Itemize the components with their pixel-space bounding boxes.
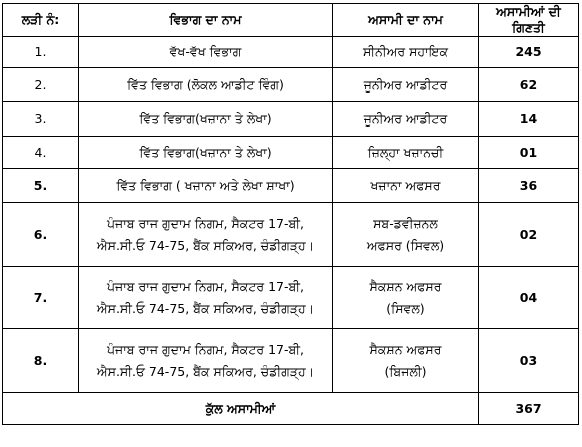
table-row: [3, 37, 579, 68]
serial-cell: 8.: [3, 329, 79, 393]
count-cell: 04: [479, 267, 579, 329]
total-row: [3, 393, 579, 425]
post-line-1: ਸੈਕਸ਼ਨ ਅਫਸਰ: [369, 341, 442, 357]
department-cell: ਵਿੱਤ ਵਿਭਾਗ (ਲੋਕਲ ਆਡੀਟ ਵਿੰਗ): [79, 68, 333, 102]
count-cell: 245: [479, 37, 579, 68]
department-line-1: ਪੰਜਾਬ ਰਾਜ ਗੁਦਾਮ ਨਿਗਮ, ਸੈਕਟਰ 17-ਬੀ,: [106, 278, 305, 294]
post-cell: [333, 329, 479, 393]
post-line-2: ਅਫਸਰ (ਸਿਵਲ): [366, 237, 445, 253]
post-cell: ਜੂਨੀਅਰ ਆਡੀਟਰ: [333, 102, 479, 137]
serial-cell: 7.: [3, 267, 79, 329]
header-row: [3, 4, 579, 37]
header-count: ਅਸਾਮੀਆਂ ਦੀ ਗਿਣਤੀ: [479, 4, 579, 37]
count-cell: 02: [479, 203, 579, 267]
department-line-2: ਐਸ.ਸੀ.ਓ 74-75, ਬੈਂਕ ਸਕਿਅਰ, ਚੰਡੀਗੜ੍ਹ।: [96, 363, 315, 379]
department-cell: ਵੱਖ-ਵੱਖ ਵਿਭਾਗ: [79, 37, 333, 68]
serial-cell: 5.: [3, 169, 79, 203]
count-cell: 36: [479, 169, 579, 203]
department-line-2: ਐਸ.ਸੀ.ਓ 74-75, ਬੈਂਕ ਸਕਿਅਰ, ਚੰਡੀਗੜ੍ਹ।: [96, 300, 315, 316]
total-label: ਕੁੱਲ ਅਸਾਮੀਆਂ: [3, 393, 479, 425]
serial-cell: 4.: [3, 137, 79, 169]
post-cell: [333, 267, 479, 329]
post-line-1: ਸੈਕਸ਼ਨ ਅਫਸਰ: [369, 278, 442, 294]
serial-cell: 3.: [3, 102, 79, 137]
count-cell: 14: [479, 102, 579, 137]
department-line-1: ਪੰਜਾਬ ਰਾਜ ਗੁਦਾਮ ਨਿਗਮ, ਸੈਕਟਰ 17-ਬੀ,: [106, 215, 305, 231]
department-cell: ਵਿੱਤ ਵਿਭਾਗ(ਖਜ਼ਾਨਾ ਤੇ ਲੇਖਾ): [79, 137, 333, 169]
department-cell: [79, 329, 333, 393]
post-line-2: (ਬਿਜਲੀ): [384, 363, 427, 379]
serial-cell: 1.: [3, 37, 79, 68]
department-line-2: ਐਸ.ਸੀ.ਓ 74-75, ਬੈਂਕ ਸਕਿਅਰ, ਚੰਡੀਗੜ੍ਹ।: [96, 237, 315, 253]
department-cell: ਵਿੱਤ ਵਿਭਾਗ ( ਖਜ਼ਾਨਾ ਅਤੇ ਲੇਖਾ ਸ਼ਾਖਾ): [79, 169, 333, 203]
post-cell: ਸੀਨੀਅਰ ਸਹਾਇਕ: [333, 37, 479, 68]
table-row: [3, 267, 579, 329]
header-serial: ਲੜੀ ਨੰ:: [3, 4, 79, 37]
department-cell: ਵਿੱਤ ਵਿਭਾਗ(ਖਜ਼ਾਨਾ ਤੇ ਲੇਖਾ): [79, 102, 333, 137]
post-cell: [333, 203, 479, 267]
header-post: ਅਸਾਮੀ ਦਾ ਨਾਮ: [333, 4, 479, 37]
table-row: [3, 329, 579, 393]
table-row: [3, 68, 579, 102]
table-row: [3, 102, 579, 137]
post-cell: ਜ਼ਿਲ੍ਹਾ ਖਜ਼ਾਨਚੀ: [333, 137, 479, 169]
table-row: [3, 169, 579, 203]
post-line-2: (ਸਿਵਲ): [386, 300, 425, 316]
post-cell: ਜੂਨੀਅਰ ਆਡੀਟਰ: [333, 68, 479, 102]
department-cell: [79, 267, 333, 329]
count-cell: 01: [479, 137, 579, 169]
serial-cell: 2.: [3, 68, 79, 102]
post-cell: ਖਜ਼ਾਨਾ ਅਫਸਰ: [333, 169, 479, 203]
serial-cell: 6.: [3, 203, 79, 267]
table-row: [3, 203, 579, 267]
total-count: 367: [479, 393, 579, 425]
count-cell: 03: [479, 329, 579, 393]
header-department: ਵਿਭਾਗ ਦਾ ਨਾਮ: [79, 4, 333, 37]
count-cell: 62: [479, 68, 579, 102]
department-cell: [79, 203, 333, 267]
department-line-1: ਪੰਜਾਬ ਰਾਜ ਗੁਦਾਮ ਨਿਗਮ, ਸੈਕਟਰ 17-ਬੀ,: [106, 341, 305, 357]
vacancy-table: [2, 3, 579, 425]
post-line-1: ਸਬ-ਡਵੀਜ਼ਨਲ: [373, 215, 438, 231]
table-row: [3, 137, 579, 169]
